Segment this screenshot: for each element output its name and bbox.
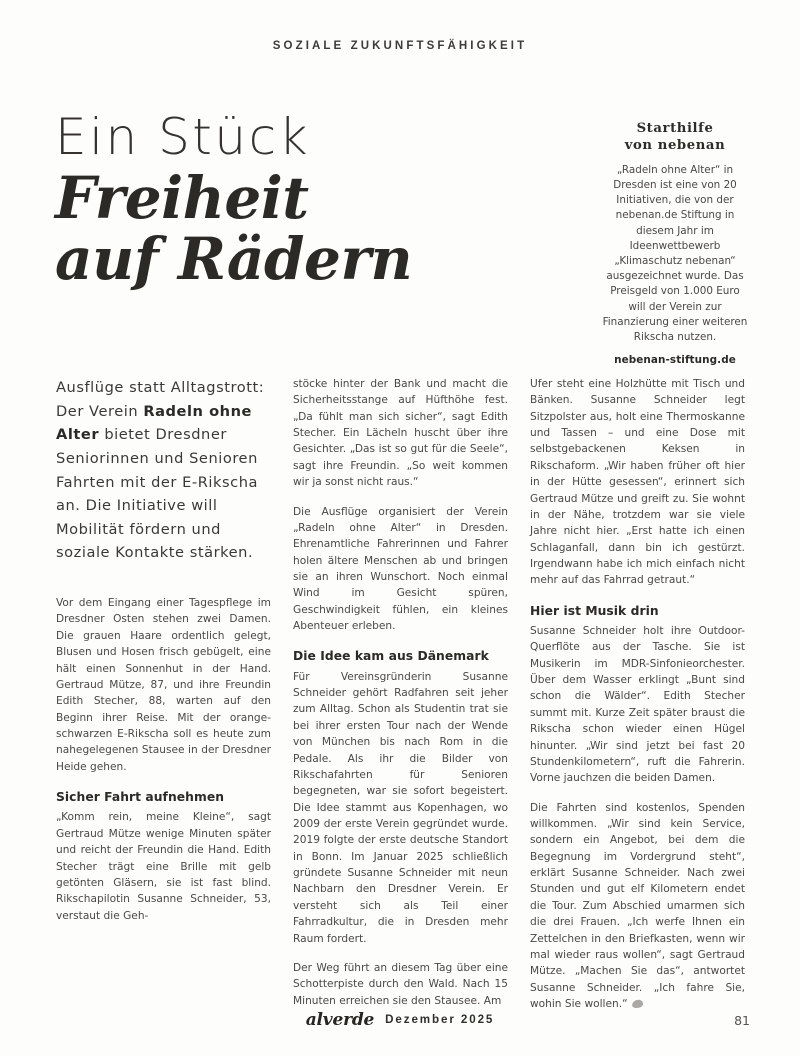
lead-paragraph xyxy=(56,376,271,565)
magazine-brand-logo: alverde xyxy=(305,1010,375,1030)
paragraph: Ufer steht eine Holzhütte mit Tisch und Bänken. Susanne Schneider legt Sitzpolster aus, holt eine Thermoskanne und Tassen – und eine Dose mit selbstgebackenen Keksen in Rikschaform. „Wir haben früher oft hier in der Hütte gesessen“, erinnert sich Gertraud Mütze und greift zu. Sie wohnt in der Nähe, trotzdem war sie viele Jahre nicht hier. „Erst hatte ich einen Schlaganfall, dann bin ich gestürzt. Irgendwann habe ich mich einfach nicht mehr auf das Fahrrad getraut.“ xyxy=(530,378,745,587)
paragraph-final xyxy=(530,800,745,1013)
paragraph: stöcke hinter der Bank und macht die Sicherheitsstange auf Hüfthöhe fest. „Da fühlt man sich sicher“, sagt Edith Stecher. Ein Lächeln huscht über ihre Gesichter. „Das ist so gut für die Seele“, sagt ihre Freundin. „So weit kommen wir ja sonst nicht raus.“ xyxy=(293,378,508,489)
sidebar-info-box xyxy=(600,120,750,366)
paragraph: Susanne Schneider holt ihre Outdoor-Querflöte aus der Tasche. Sie ist Musikerin im MDR-Sinfonieorchester. Über dem Wasser erklingt „Bunt sind schon die Wälder“. Edith Stecher summt mit. Kurze Zeit später braust die Rikscha schon wieder einen Hügel hinunter. „Wir sind jetzt bei fast 20 Stundenkilometern“, ruft die Fahrerin. Vorne jauchzen die beiden Damen. xyxy=(530,625,745,785)
paragraph-text: Die Fahrten sind kostenlos, Spenden willkommen. „Wir sind kein Service, sondern ein Angebot, bei dem die Begegnung im Vordergrund steht“, erklärt Susanne Schneider. Nach zwei Stunden und gut elf Kilometern endet die Tour. Zum Abschied umarmen sich die drei Frauen. „Ich werfe Ihnen ein Zettelchen in den Briefkasten, wenn wir mal wieder raus wollen“, sagt Gertraud Mütze. „Machen Sie das“, antwortet Susanne Schneider. „Ich fahre Sie, wohin Sie wollen.“ xyxy=(530,801,745,1010)
subheading-sicher-fahrt-aufnehmen: Sicher Fahrt aufnehmen xyxy=(56,790,225,805)
headline-line-3: auf Rädern xyxy=(55,225,413,294)
running-head: SOZIALE ZUKUNFTSFÄHIGKEIT xyxy=(272,40,528,52)
issue-date: Dezember 2025 xyxy=(385,1013,495,1026)
info-box-title xyxy=(600,120,750,155)
paragraph: Die Ausflüge organisiert der Verein „Radeln ohne Alter“ in Dresden. Ehrenamtliche Fahrerinnen und Fahrer holen ältere Menschen ab und bringen sie an ihren Wunschort. Noch einmal Wind im Gesicht spüren, Geschwindigkeit fühlen, ein kleines Abenteuer erleben. xyxy=(293,505,508,633)
paragraph: Vor dem Eingang einer Tagespflege im Dresdner Osten stehen zwei Damen. Die grauen Haare ordentlich gelegt, Blusen und Hosen frisch gebügelt, eine hält einen Sonnenhut in der Hand. Gertraud Mütze, 87, und ihre Freundin Edith Stecher, 88, warten auf den Beginn ihrer Reise. Mit der orange-schwarzen E-Rikscha soll es heute zum nahegelegenen Stausee in der Dresdner Heide gehen. xyxy=(56,597,271,773)
lead-part-1: Ausflüge statt Alltagstrott: Der Verein xyxy=(56,379,265,420)
lead-part-2: bietet Dresdner Seniorinnen und Senioren Fahrten mit der E-Rikscha an. Die Initiative will Mobilität fördern und soziale Kontakte stärken. xyxy=(56,426,259,562)
article-headline xyxy=(55,108,555,294)
paragraph: Der Weg führt an diesem Tag über eine Schotterpiste durch den Wald. Nach 15 Minuten erreichen sie den Stausee. Am xyxy=(293,961,508,1007)
column-1 xyxy=(56,376,271,1012)
footer-imprint xyxy=(0,1010,800,1030)
info-box-body: „Radeln ohne Alter“ in Dresden ist eine von 20 Initiativen, die von der nebenan.de Stiftung in diesem Jahr im Ideenwettbewerb „Klimaschutz nebenan“ ausgezeichnet wurde. Das Preisgeld von 1.000 Euro will der Verein zur Finanzierung einer weiteren Rikscha nutzen. xyxy=(602,163,748,343)
lead-bold-org: Radeln ohne Alter xyxy=(56,402,252,444)
subheading-hier-ist-musik-drin: Hier ist Musik drin xyxy=(530,603,659,618)
article-columns xyxy=(56,376,746,1012)
page-number: 81 xyxy=(734,1013,750,1028)
info-box-title-line-2: von nebenan xyxy=(624,138,726,154)
headline-line-1: Ein Stück xyxy=(55,108,311,166)
page-footer xyxy=(0,1008,800,1038)
info-box-title-line-1: Starthilfe xyxy=(636,121,714,136)
column-3 xyxy=(530,376,745,1012)
subheading-die-idee-kam-aus-daenemark: Die Idee kam aus Dänemark xyxy=(293,649,489,664)
paragraph: „Komm rein, meine Kleine“, sagt Gertraud Mütze wenige Minuten später und reicht der Freundin die Hand. Edith Stecher trägt eine Brille mit gelb getönten Gläsern, sie ist fast blind. Rikschapilotin Susanne Schneider, 53, verstaut die Geh- xyxy=(56,811,271,922)
info-box-url[interactable]: nebenan-stiftung.de xyxy=(614,354,736,367)
paragraph: Für Vereinsgründerin Susanne Schneider gehört Radfahren seit jeher zum Alltag. Schon als Studentin trat sie bei ihrer ersten Tour nach der Wende von München bis nach Rom in die Pedale. Als ihr die Bilder von Rikschafahrten für Senioren begegneten, war sie sofort begeistert. Die Idee stammt aus Kopenhagen, wo 2009 der erste Verein gegründet wurde. 2019 folgte der erste deutsche Standort in Bonn. Im Januar 2025 schließlich gründete Susanne Schneider mit neun Nachbarn den Dresdner Verein. Er versteht sich als Teil einer Fahrradkultur, die in Dresden mehr Raum fordert. xyxy=(293,670,508,945)
column-2 xyxy=(293,376,508,1012)
headline-line-2: Freiheit xyxy=(55,164,309,232)
